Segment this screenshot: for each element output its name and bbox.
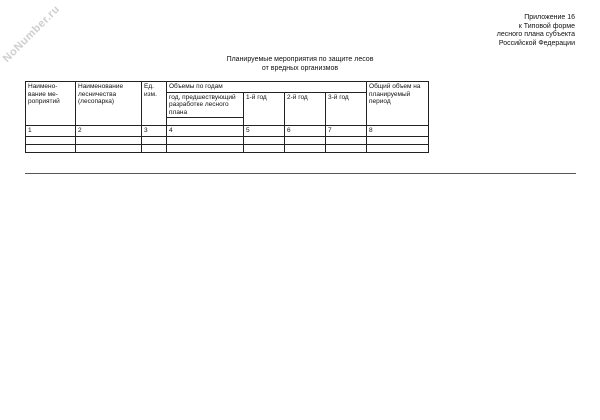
plan-table <box>25 81 429 153</box>
table-cell <box>76 144 142 152</box>
column-number: 1 <box>26 126 76 137</box>
table-cell <box>285 144 326 152</box>
header-volumes: Объемы по годам <box>167 82 367 93</box>
header-prev-year: год, предшествующий разработке лесного плана <box>167 92 244 118</box>
table-cell <box>167 136 244 144</box>
table-cell <box>142 136 167 144</box>
header-year2: 2-й год <box>285 92 326 126</box>
column-number: 4 <box>167 126 244 137</box>
table-header-row <box>26 82 429 93</box>
appendix-line: лесного плана субъекта <box>496 31 575 38</box>
header-unit: Ед. изм. <box>142 82 167 126</box>
column-number: 8 <box>367 126 429 137</box>
table-cell <box>326 136 367 144</box>
table-cell <box>285 136 326 144</box>
title-line: Планируемые мероприятия по защите лесов <box>226 56 374 63</box>
table-cell <box>26 144 76 152</box>
header-total: Общий объем на планируемый период <box>367 82 429 126</box>
table-cell <box>244 136 285 144</box>
table-cell <box>367 144 429 152</box>
column-number: 6 <box>285 126 326 137</box>
column-number: 3 <box>142 126 167 137</box>
appendix-line: Приложение 16 <box>524 14 575 21</box>
appendix-note <box>497 14 575 48</box>
header-forestry: Наименование лесничества (лесопарка) <box>76 82 142 126</box>
header-year1: 1-й год <box>244 92 285 126</box>
table-cell <box>326 144 367 152</box>
table-number-row <box>26 126 429 137</box>
table-cell <box>76 136 142 144</box>
title-line: от вредных организмов <box>261 64 339 72</box>
header-event: Наимено-вание ме-роприятий <box>26 82 76 126</box>
header-year3: 3-й год <box>326 92 367 126</box>
column-number: 7 <box>326 126 367 137</box>
table-cell <box>142 144 167 152</box>
table-cell <box>244 144 285 152</box>
column-number: 5 <box>244 126 285 137</box>
table-row <box>26 136 429 144</box>
appendix-line: Российской Федерации <box>498 39 575 47</box>
watermark: NoNumber.ru <box>0 3 63 65</box>
table-row <box>26 144 429 152</box>
table-cell <box>367 136 429 144</box>
table-cell <box>167 144 244 152</box>
appendix-line: к Типовой форме <box>518 22 575 30</box>
page-divider <box>25 173 576 174</box>
table-cell <box>167 118 244 126</box>
table-cell <box>26 136 76 144</box>
column-number: 2 <box>76 126 142 137</box>
document-title <box>0 56 600 73</box>
